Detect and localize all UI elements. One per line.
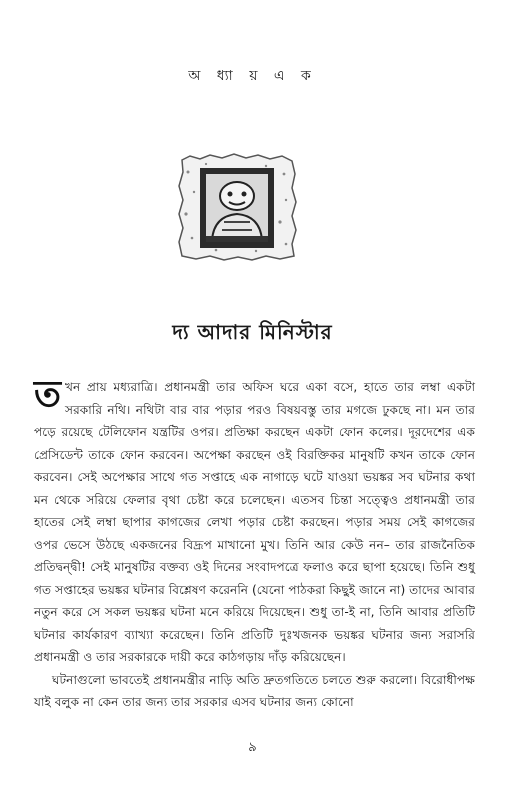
page-number: ৯ bbox=[248, 740, 257, 755]
figure-woodcut-illustration-icon bbox=[176, 152, 298, 262]
paragraph bbox=[34, 376, 475, 669]
paragraph-text: খন প্রায় মধ্যরাত্রি। প্রধানমন্ত্রী তার অফিস ঘরে একা বসে, হাতে তার লম্বা একটা সরকারি নথি। নথিটা বার বার পড়ার পরও বিষয়বস্তু তার মগজে ঢুকছে না। মন তার পড়ে রয়েছে টেলিফোন যন্ত্রটির ওপর। প্রতিক্ষা করছেন একটা ফোন কলের। দূরদেশের এক প্রেসিডেন্ট তাকে ফোন করবেন। অপেক্ষা করছেন ওই বিরক্তিকর মানুষটি কখন তাকে ফোন করবেন। সেই অপেক্ষার সাথে গত সপ্তাহে এক নাগাড়ে ঘটে যাওয়া ভয়ঙ্কর সব ঘটনার কথা মন থেকে সরিয়ে ফেলার বৃথা চেষ্টা করে চলেছেন। এতসব চিন্তা সত্ত্বেও প্রধানমন্ত্রী তার হাতের সেই লম্বা ছাপার কাগজের লেখা পড়ার চেষ্টা করছেন। পড়ার সময় সেই কাগজের ওপর ভেসে উঠছে একজনের বিদ্রূপ মাখানো মুখ। তিনি আর কেউ নন– তার রাজনৈতিক প্রতিদ্বন্দ্বী! সেই মানুষটির বক্তব্য ওই দিনের সংবাদপত্রে ফলাও করে ছাপা হয়েছে। তিনি শুধু গত সপ্তাহের ভয়ঙ্কর ঘটনার বিশ্লেষণ করেননি (যেনো পাঠকরা কিছুই জানে না) তাদের আবার নতুন করে সে সকল ভয়ঙ্কর ঘটনা মনে করিয়ে দিয়েছেন। শুধু তা-ই না, তিনি আবার প্রতিটি ঘটনার কার্যকারণ ব্যাখ্যা করেছেন। তিনি প্রতিটি দুঃখজনক ভয়ঙ্কর ঘটনার জন্য সরাসরি প্রধানমন্ত্রী ও তার সরকারকে দায়ী করে কাঠগড়ায় দাঁড় করিয়েছেন। bbox=[34, 380, 475, 664]
body-text bbox=[34, 376, 475, 714]
drop-cap: ত bbox=[34, 374, 62, 415]
chapter-heading: অ ধ্যা য় এ ক bbox=[188, 68, 317, 84]
paragraph: ঘটনাগুলো ভাবতেই প্রধানমন্ত্রীর নাড়ি অতি দ্রুতগতিতে চলতে শুরু করলো। বিরোধীপক্ষ যাই বলুক না কেন তার জন্য তার সরকার এসব ঘটনার জন্য কোনো bbox=[34, 672, 475, 709]
chapter-title: দ্য আদার মিনিস্টার bbox=[172, 320, 333, 344]
